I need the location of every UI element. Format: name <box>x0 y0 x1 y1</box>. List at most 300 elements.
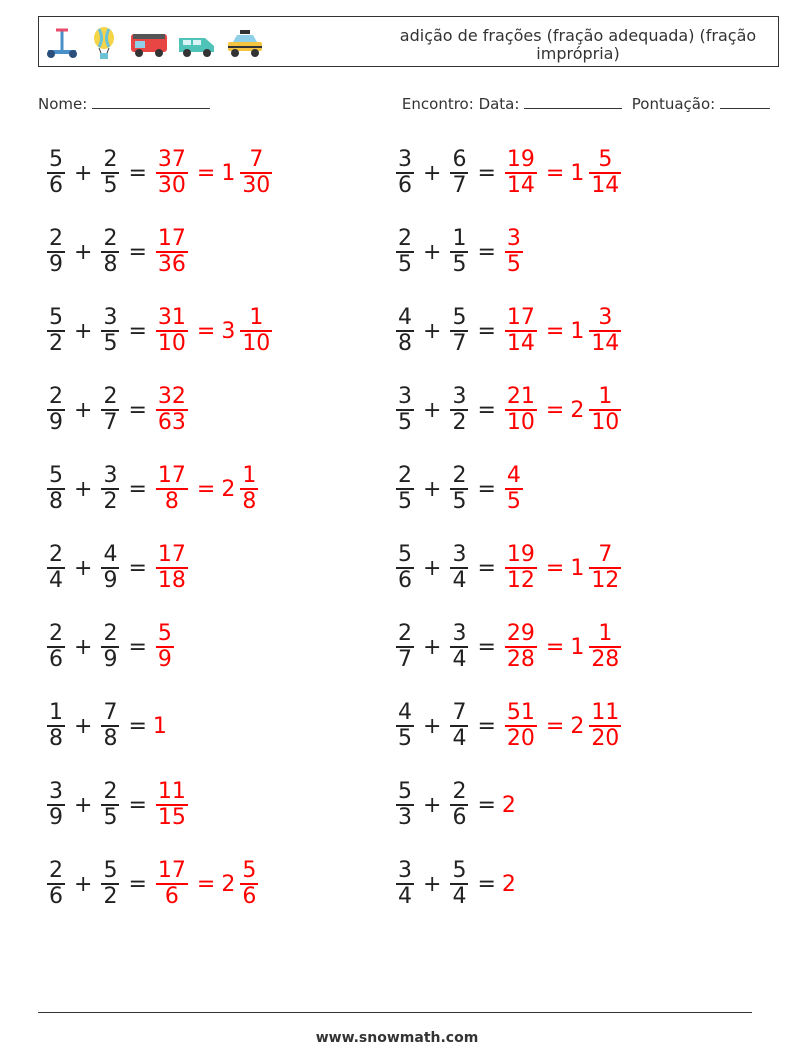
mixed-fraction <box>589 148 621 198</box>
meta-fields <box>402 94 770 113</box>
addend-fraction <box>450 543 468 593</box>
answer <box>502 385 624 435</box>
denominator: 8 <box>49 489 63 514</box>
denominator: 10 <box>506 410 535 435</box>
answer-fraction <box>156 306 188 356</box>
problem-item <box>393 138 624 208</box>
problem-item <box>44 454 261 524</box>
addend-fraction <box>47 227 65 277</box>
addend-fraction <box>450 622 468 672</box>
numerator: 1 <box>242 463 257 488</box>
equals-sign: = <box>477 397 496 423</box>
numerator: 5 <box>49 463 63 488</box>
numerator: 2 <box>103 384 118 409</box>
plus-sign: + <box>74 239 93 265</box>
addend-fraction <box>101 148 119 198</box>
addend-fraction <box>396 543 414 593</box>
mixed-whole: 2 <box>570 397 585 423</box>
denominator: 5 <box>506 489 521 514</box>
addend-fraction <box>101 543 119 593</box>
addend-fraction <box>396 227 414 277</box>
denominator: 20 <box>506 726 535 751</box>
answer-fraction <box>156 780 188 830</box>
header-icons <box>45 23 265 63</box>
problem-item <box>393 849 516 919</box>
mixed-whole: 1 <box>570 555 585 581</box>
answer-fraction <box>505 227 523 277</box>
numerator: 3 <box>103 463 118 488</box>
problem-item <box>44 533 191 603</box>
mixed-fraction <box>589 543 621 593</box>
equals-sign: = <box>128 871 147 897</box>
numerator: 2 <box>49 621 63 646</box>
problem-item <box>393 691 624 761</box>
equals-sign: = <box>196 318 216 344</box>
addend-fraction <box>450 227 468 277</box>
answer <box>153 464 261 514</box>
plus-sign: + <box>423 634 442 660</box>
equals-sign: = <box>545 634 565 660</box>
denominator: 5 <box>398 252 412 277</box>
equals-sign: = <box>128 792 147 818</box>
addend-fraction <box>101 385 119 435</box>
denominator: 9 <box>49 805 63 830</box>
numerator: 5 <box>398 542 412 567</box>
answer <box>153 385 191 435</box>
denominator: 7 <box>398 647 412 672</box>
numerator: 2 <box>103 147 118 172</box>
answer-fraction <box>156 622 174 672</box>
addend-fraction <box>47 148 65 198</box>
denominator: 10 <box>591 410 620 435</box>
addend-fraction <box>47 780 65 830</box>
equals-sign: = <box>477 160 496 186</box>
equals-sign: = <box>128 555 147 581</box>
plus-sign: + <box>74 397 93 423</box>
addend-fraction <box>396 148 414 198</box>
plus-sign: + <box>74 555 93 581</box>
addend-fraction <box>396 385 414 435</box>
addend-fraction <box>101 306 119 356</box>
denominator: 5 <box>398 489 412 514</box>
mixed-whole: 2 <box>570 713 585 739</box>
addend-fraction <box>396 859 414 909</box>
equals-sign: = <box>545 160 565 186</box>
equals-sign: = <box>545 397 565 423</box>
answer-fraction <box>156 148 188 198</box>
date-blank[interactable] <box>524 94 622 109</box>
answer-whole: 2 <box>501 792 516 818</box>
addend-fraction <box>47 464 65 514</box>
plus-sign: + <box>423 555 442 581</box>
numerator: 5 <box>103 858 118 883</box>
mixed-whole: 2 <box>221 871 236 897</box>
addend-fraction <box>101 859 119 909</box>
answer <box>502 306 624 356</box>
equals-sign: = <box>477 871 496 897</box>
problem-item <box>44 770 191 840</box>
answer-fraction <box>156 385 188 435</box>
numerator: 19 <box>506 542 535 567</box>
numerator: 2 <box>103 779 118 804</box>
problem-item <box>44 375 191 445</box>
addend-fraction <box>450 148 468 198</box>
addend-fraction <box>450 780 468 830</box>
numerator: 3 <box>398 858 412 883</box>
numerator: 2 <box>49 384 63 409</box>
numerator: 4 <box>506 463 521 488</box>
mixed-fraction <box>589 385 621 435</box>
problem-item <box>393 375 624 445</box>
addend-fraction <box>396 780 414 830</box>
answer <box>502 872 516 897</box>
numerator: 5 <box>242 858 257 883</box>
plus-sign: + <box>74 476 93 502</box>
answer-fraction <box>505 148 537 198</box>
denominator: 8 <box>103 252 118 277</box>
answer <box>502 701 624 751</box>
numerator: 11 <box>591 700 620 725</box>
score-label: Pontuação: <box>631 95 716 113</box>
numerator: 32 <box>157 384 186 409</box>
denominator: 6 <box>242 884 257 909</box>
numerator: 7 <box>598 542 613 567</box>
denominator: 14 <box>591 331 620 356</box>
denominator: 4 <box>452 647 467 672</box>
denominator: 28 <box>591 647 620 672</box>
addend-fraction <box>396 306 414 356</box>
numerator: 1 <box>598 384 613 409</box>
problem-item <box>44 217 191 287</box>
numerator: 2 <box>103 226 118 251</box>
numerator: 5 <box>452 305 467 330</box>
numerator: 1 <box>249 305 264 330</box>
header-box <box>38 16 779 67</box>
answer <box>153 227 191 277</box>
denominator: 36 <box>157 252 186 277</box>
denominator: 2 <box>103 489 118 514</box>
denominator: 30 <box>157 173 186 198</box>
addend-fraction <box>450 859 468 909</box>
name-field <box>38 94 210 113</box>
numerator: 17 <box>157 226 186 251</box>
name-blank[interactable] <box>92 94 210 109</box>
problem-item <box>44 849 261 919</box>
addend-fraction <box>47 701 65 751</box>
mixed-whole: 3 <box>221 318 236 344</box>
numerator: 3 <box>506 226 521 251</box>
numerator: 6 <box>452 147 467 172</box>
equals-sign: = <box>196 476 216 502</box>
equals-sign: = <box>477 476 496 502</box>
numerator: 21 <box>506 384 535 409</box>
denominator: 12 <box>506 568 535 593</box>
problem-item <box>44 612 177 682</box>
denominator: 6 <box>398 173 412 198</box>
answer-fraction <box>505 543 537 593</box>
denominator: 20 <box>591 726 620 751</box>
mixed-whole: 1 <box>570 634 585 660</box>
equals-sign: = <box>477 634 496 660</box>
numerator: 3 <box>452 542 467 567</box>
addend-fraction <box>47 306 65 356</box>
equals-sign: = <box>477 713 496 739</box>
denominator: 15 <box>157 805 186 830</box>
equals-sign: = <box>128 318 147 344</box>
denominator: 18 <box>157 568 186 593</box>
denominator: 9 <box>49 252 63 277</box>
plus-sign: + <box>423 476 442 502</box>
numerator: 4 <box>398 305 412 330</box>
numerator: 3 <box>49 779 63 804</box>
name-label: Nome: <box>38 95 88 113</box>
numerator: 51 <box>506 700 535 725</box>
answer <box>502 622 624 672</box>
mixed-fraction <box>589 701 621 751</box>
numerator: 17 <box>506 305 535 330</box>
denominator: 7 <box>452 331 467 356</box>
equals-sign: = <box>196 160 216 186</box>
problem-item <box>44 138 275 208</box>
plus-sign: + <box>423 160 442 186</box>
answer-whole: 2 <box>501 871 516 897</box>
plus-sign: + <box>423 792 442 818</box>
minivan-icon <box>177 26 217 60</box>
answer-fraction <box>505 306 537 356</box>
mixed-whole: 1 <box>570 318 585 344</box>
addend-fraction <box>450 306 468 356</box>
numerator: 5 <box>398 779 412 804</box>
mixed-fraction <box>589 306 621 356</box>
mixed-fraction <box>589 622 621 672</box>
numerator: 4 <box>103 542 118 567</box>
equals-sign: = <box>477 555 496 581</box>
problem-item <box>393 533 624 603</box>
answer-whole: 1 <box>152 713 167 739</box>
denominator: 8 <box>49 726 63 751</box>
worksheet-title: adição de frações (fração adequada) (fração imprópria) <box>399 26 757 63</box>
denominator: 14 <box>591 173 620 198</box>
answer <box>153 543 191 593</box>
numerator: 5 <box>157 621 172 646</box>
equals-sign: = <box>477 318 496 344</box>
plus-sign: + <box>74 634 93 660</box>
date-label: Data: <box>478 95 520 113</box>
mixed-fraction <box>240 148 272 198</box>
denominator: 6 <box>49 884 63 909</box>
numerator: 2 <box>49 542 63 567</box>
denominator: 7 <box>103 410 118 435</box>
denominator: 9 <box>103 647 118 672</box>
plus-sign: + <box>74 318 93 344</box>
addend-fraction <box>396 622 414 672</box>
numerator: 17 <box>157 542 186 567</box>
answer <box>502 793 516 818</box>
numerator: 3 <box>452 621 467 646</box>
denominator: 6 <box>398 568 412 593</box>
numerator: 5 <box>598 147 613 172</box>
addend-fraction <box>101 622 119 672</box>
score-blank[interactable] <box>720 94 770 109</box>
equals-sign: = <box>128 476 147 502</box>
denominator: 4 <box>452 568 467 593</box>
numerator: 5 <box>49 305 63 330</box>
numerator: 37 <box>157 147 186 172</box>
addend-fraction <box>450 464 468 514</box>
equals-sign: = <box>128 397 147 423</box>
numerator: 11 <box>157 779 186 804</box>
addend-fraction <box>450 385 468 435</box>
numerator: 3 <box>398 384 412 409</box>
plus-sign: + <box>423 318 442 344</box>
camper-van-icon <box>129 26 169 60</box>
answer <box>502 464 526 514</box>
problem-item <box>393 296 624 366</box>
numerator: 1 <box>598 621 613 646</box>
denominator: 63 <box>157 410 186 435</box>
mixed-whole: 2 <box>221 476 236 502</box>
hot-air-balloon-icon <box>87 26 121 60</box>
denominator: 5 <box>398 726 412 751</box>
addend-fraction <box>47 622 65 672</box>
addend-fraction <box>47 543 65 593</box>
denominator: 5 <box>398 410 412 435</box>
numerator: 5 <box>452 858 467 883</box>
numerator: 31 <box>157 305 186 330</box>
denominator: 8 <box>164 489 179 514</box>
problem-item <box>44 691 167 761</box>
problem-item <box>44 296 275 366</box>
equals-sign: = <box>477 792 496 818</box>
answer-fraction <box>156 543 188 593</box>
answer-fraction <box>156 464 188 514</box>
denominator: 14 <box>506 331 535 356</box>
answer-fraction <box>505 622 537 672</box>
numerator: 1 <box>49 700 63 725</box>
addend-fraction <box>101 780 119 830</box>
denominator: 30 <box>242 173 271 198</box>
equals-sign: = <box>128 160 147 186</box>
answer <box>153 859 261 909</box>
numerator: 19 <box>506 147 535 172</box>
numerator: 2 <box>49 858 63 883</box>
plus-sign: + <box>74 713 93 739</box>
plus-sign: + <box>423 713 442 739</box>
plus-sign: + <box>423 239 442 265</box>
numerator: 2 <box>452 779 467 804</box>
answer-fraction <box>156 859 188 909</box>
numerator: 3 <box>598 305 613 330</box>
mixed-whole: 1 <box>570 160 585 186</box>
mixed-fraction <box>240 859 258 909</box>
denominator: 10 <box>242 331 271 356</box>
equals-sign: = <box>477 239 496 265</box>
denominator: 5 <box>103 331 118 356</box>
mixed-fraction <box>240 306 272 356</box>
answer-fraction <box>505 385 537 435</box>
answer <box>502 227 526 277</box>
numerator: 2 <box>103 621 118 646</box>
mixed-fraction <box>240 464 258 514</box>
numerator: 5 <box>49 147 63 172</box>
denominator: 3 <box>398 805 412 830</box>
equals-sign: = <box>128 634 147 660</box>
answer <box>502 148 624 198</box>
answer <box>153 714 167 739</box>
answer <box>153 780 191 830</box>
denominator: 7 <box>452 173 467 198</box>
denominator: 8 <box>242 489 257 514</box>
addend-fraction <box>396 701 414 751</box>
problem-item <box>393 612 624 682</box>
denominator: 2 <box>452 410 467 435</box>
denominator: 8 <box>103 726 118 751</box>
numerator: 2 <box>398 463 412 488</box>
equals-sign: = <box>545 713 565 739</box>
numerator: 7 <box>452 700 467 725</box>
numerator: 4 <box>398 700 412 725</box>
denominator: 6 <box>49 173 63 198</box>
addend-fraction <box>101 227 119 277</box>
answer <box>153 306 275 356</box>
denominator: 6 <box>452 805 467 830</box>
equals-sign: = <box>196 871 216 897</box>
numerator: 17 <box>157 463 186 488</box>
equals-sign: = <box>545 318 565 344</box>
denominator: 5 <box>452 252 467 277</box>
equals-sign: = <box>545 555 565 581</box>
numerator: 1 <box>452 226 467 251</box>
numerator: 2 <box>398 621 412 646</box>
addend-fraction <box>450 701 468 751</box>
denominator: 5 <box>103 805 118 830</box>
denominator: 12 <box>591 568 620 593</box>
plus-sign: + <box>423 871 442 897</box>
equals-sign: = <box>128 713 147 739</box>
segway-icon <box>45 26 79 60</box>
denominator: 8 <box>398 331 412 356</box>
denominator: 4 <box>452 726 467 751</box>
numerator: 7 <box>103 700 118 725</box>
footer-url: www.snowmath.com <box>315 1030 479 1046</box>
addend-fraction <box>101 464 119 514</box>
plus-sign: + <box>74 871 93 897</box>
taxi-icon <box>225 26 265 60</box>
answer-fraction <box>505 701 537 751</box>
footer-divider <box>38 1012 752 1013</box>
denominator: 14 <box>506 173 535 198</box>
numerator: 3 <box>452 384 467 409</box>
denominator: 4 <box>49 568 63 593</box>
numerator: 2 <box>398 226 412 251</box>
addend-fraction <box>47 859 65 909</box>
numerator: 29 <box>506 621 535 646</box>
numerator: 7 <box>249 147 264 172</box>
problem-item <box>393 454 526 524</box>
answer <box>153 622 177 672</box>
plus-sign: + <box>74 160 93 186</box>
problem-item <box>393 770 516 840</box>
answer <box>502 543 624 593</box>
denominator: 9 <box>157 647 172 672</box>
plus-sign: + <box>74 792 93 818</box>
addend-fraction <box>101 701 119 751</box>
denominator: 6 <box>49 647 63 672</box>
denominator: 10 <box>157 331 186 356</box>
equals-sign: = <box>128 239 147 265</box>
numerator: 3 <box>103 305 118 330</box>
denominator: 2 <box>103 884 118 909</box>
